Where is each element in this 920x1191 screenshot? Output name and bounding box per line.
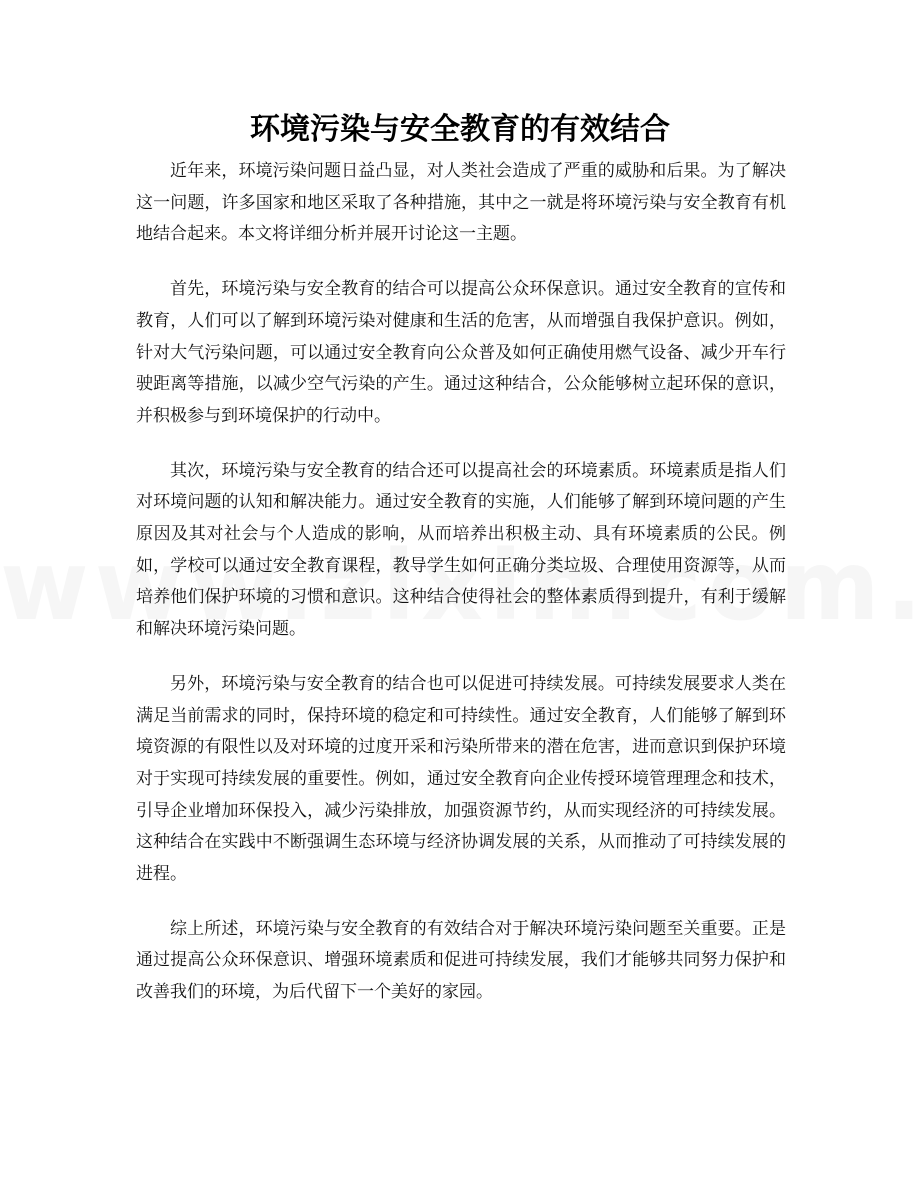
paragraph-third: 另外，环境污染与安全教育的结合也可以促进可持续发展。可持续发展要求人类在满足当前需求的同时，保持环境的稳定和可持续性。通过安全教育，人们能够了解到环境资源的有限性以及对环境的过度开采和污染所带来的潜在危害，进而意识到保护环境对于实现可持续发展的重要性。例如，通过安全教育向企业传授环境管理理念和技术，引导企业增加环保投入，减少污染排放，加强资源节约，从而实现经济的可持续发展。这种结合在实践中不断强调生态环境与经济协调发展的关系，从而推动了可持续发展的进程。 [136,673,786,885]
paragraph-second: 其次，环境污染与安全教育的结合还可以提高社会的环境素质。环境素质是指人们对环境问题的认知和解决能力。通过安全教育的实施，人们能够了解到环境问题的产生原因及其对社会与个人造成的影响，从而培养出积极主动、具有环境素质的公民。例如，学校可以通过安全教育课程，教导学生如何正确分类垃圾、合理使用资源等，从而培养他们保护环境的习惯和意识。这种结合使得社会的整体素质得到提升，有利于缓解和解决环境污染问题。 [136,460,786,640]
paragraph-conclusion: 综上所述，环境污染与安全教育的有效结合对于解决环境污染问题至关重要。正是通过提高公众环保意识、增强环境素质和促进可持续发展，我们才能够共同努力保护和改善我们的环境，为后代留下一个美好的家园。 [136,918,786,1003]
paragraph-first: 首先，环境污染与安全教育的结合可以提高公众环保意识。通过安全教育的宣传和教育，人们可以了解到环境污染对健康和生活的危害，从而增强自我保护意识。例如，针对大气污染问题，可以通过安全教育向公众普及如何正确使用燃气设备、减少开车行驶距离等措施，以减少空气污染的产生。通过这种结合，公众能够树立起环保的意识，并积极参与到环境保护的行动中。 [136,279,786,426]
document-title: 环境污染与安全教育的有效结合 [250,112,670,147]
paragraph-intro: 近年来，环境污染问题日益凸显，对人类社会造成了严重的威胁和后果。为了解决这一问题，许多国家和地区采取了各种措施，其中之一就是将环境污染与安全教育有机地结合起来。本文将详细分析并展开讨论这一主题。 [136,161,786,245]
document-body [136,156,786,1032]
